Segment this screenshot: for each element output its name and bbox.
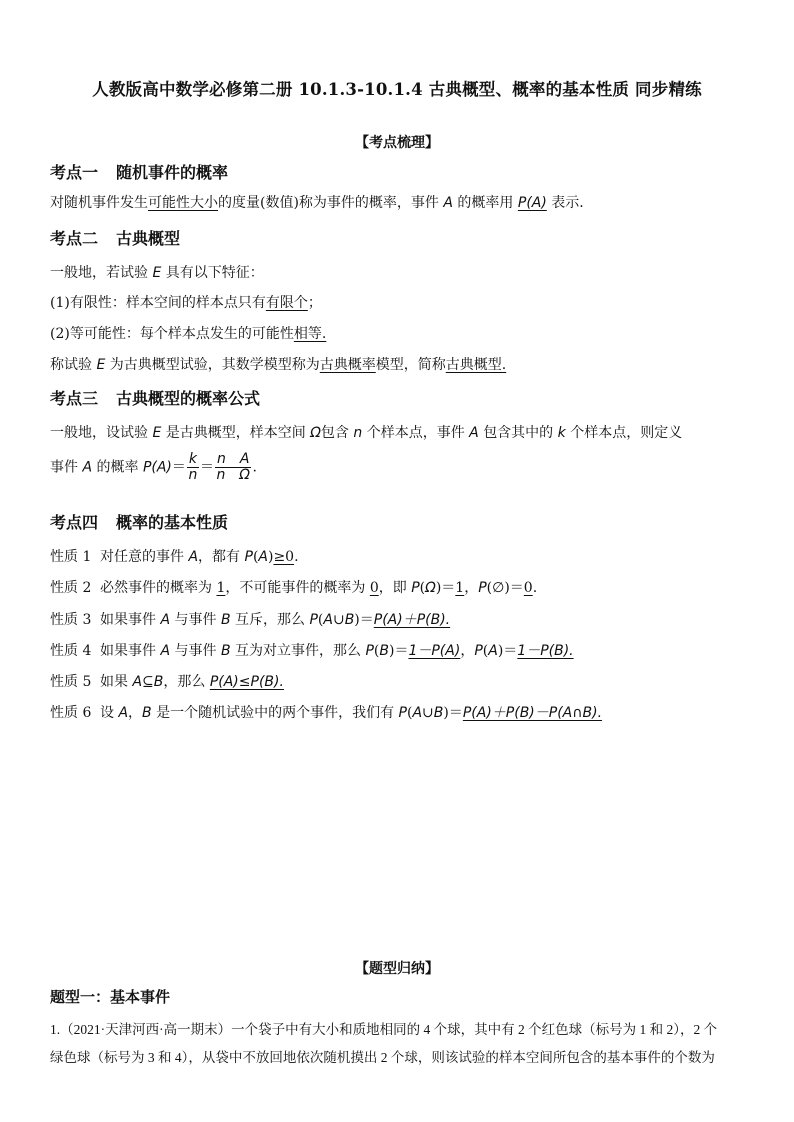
point2-line2: (1)有限性：样本空间的样本点只有有限个； [50,295,322,311]
property-1: 性质 1 对任意的事件 A，都有 P(A)≥0. [50,546,754,566]
question1-line1: 1.（2021·天津河西·高一期末）一个袋子中有大小和质地相同的 4 个球，其中有 2 个红色球（标号为 1 和 2），2 个 [50,1022,718,1037]
point2-heading [50,226,180,249]
question1-line2: 绿色球（标号为 3 和 4），从袋中不放回地依次随机摸出 2 个球，则该试验的样本空间所包含的基本事件的个数为 [50,1050,715,1065]
property-2: 性质 2 必然事件的概率为 1，不可能事件的概率为 0，即 P(Ω)＝1，P(∅)＝0. [50,577,754,597]
property-label: 性质 6 [50,705,92,721]
point2-line1: 一般地，若试验 E 具有以下特征： [50,265,264,281]
property-6: 性质 6 设 A，B 是一个随机试验中的两个事件，我们有 P(A∪B)＝P(A)＋P(B)－P(A∩B). [50,702,754,722]
property-4: 性质 4 如果事件 A 与事件 B 互为对立事件，那么 P(B)＝1－P(A)，P(A)＝1－P(B). [50,640,754,660]
point3-formula-line: 事件 A 的概率 P(A)＝ $\frac{k}{n}$ ＝ $\frac{\text{n A}}{\text{n Ω}}$ . [50,451,257,483]
point1-name: 随机事件的概率 [116,163,229,182]
property-label: 性质 2 [50,580,92,596]
point4-heading [50,510,228,533]
page-title: 人教版高中数学必修第二册 10.1.3-10.1.4 古典概型、概率的基本性质 同步精练 [92,80,702,99]
property-3: 性质 3 如果事件 A 与事件 B 互斥，那么 P(A∪B)＝P(A)＋P(B). [50,609,754,629]
point1-heading [50,160,228,183]
point3-line1: 一般地，设试验 E 是古典概型，样本空间 Ω包含 n 个样本点，事件 A 包含其中的 k 个样本点，则定义 [50,425,683,441]
section-heading-points: 【考点梳理】 [355,135,439,151]
point4-number: 考点四 [50,513,99,532]
property-label: 性质 4 [50,643,92,659]
point3-name: 古典概型的概率公式 [116,389,261,408]
point1-number: 考点一 [50,163,99,182]
point1-text: 对随机事件发生可能性大小的度量(数值)称为事件的概率，事件 A 的概率用 P(A) 表示. [50,195,584,211]
point2-line3: (2)等可能性：每个样本点发生的可能性相等. [50,326,327,342]
point4-name: 概率的基本性质 [116,513,229,532]
property-5: 性质 5 如果 A⊆B，那么 P(A)≤P(B). [50,671,754,691]
fraction-nA-over-nOmega: $\frac{\text{n A}}{\text{n Ω}}$ [216,451,251,483]
point2-line4: 称试验 E 为古典概型试验，其数学模型称为古典概率模型，简称古典概型. [50,357,507,373]
point3-number: 考点三 [50,389,99,408]
property-label: 性质 3 [50,612,92,628]
point2-name: 古典概型 [116,229,181,248]
property-label: 性质 5 [50,674,92,690]
section-heading-types: 【题型归纳】 [355,961,439,977]
fraction-k-over-n: $\frac{k}{n}$ [188,451,198,483]
point2-number: 考点二 [50,229,99,248]
type1-heading: 题型一：基本事件 [50,988,171,1006]
point3-heading [50,386,260,409]
property-label: 性质 1 [50,549,92,565]
